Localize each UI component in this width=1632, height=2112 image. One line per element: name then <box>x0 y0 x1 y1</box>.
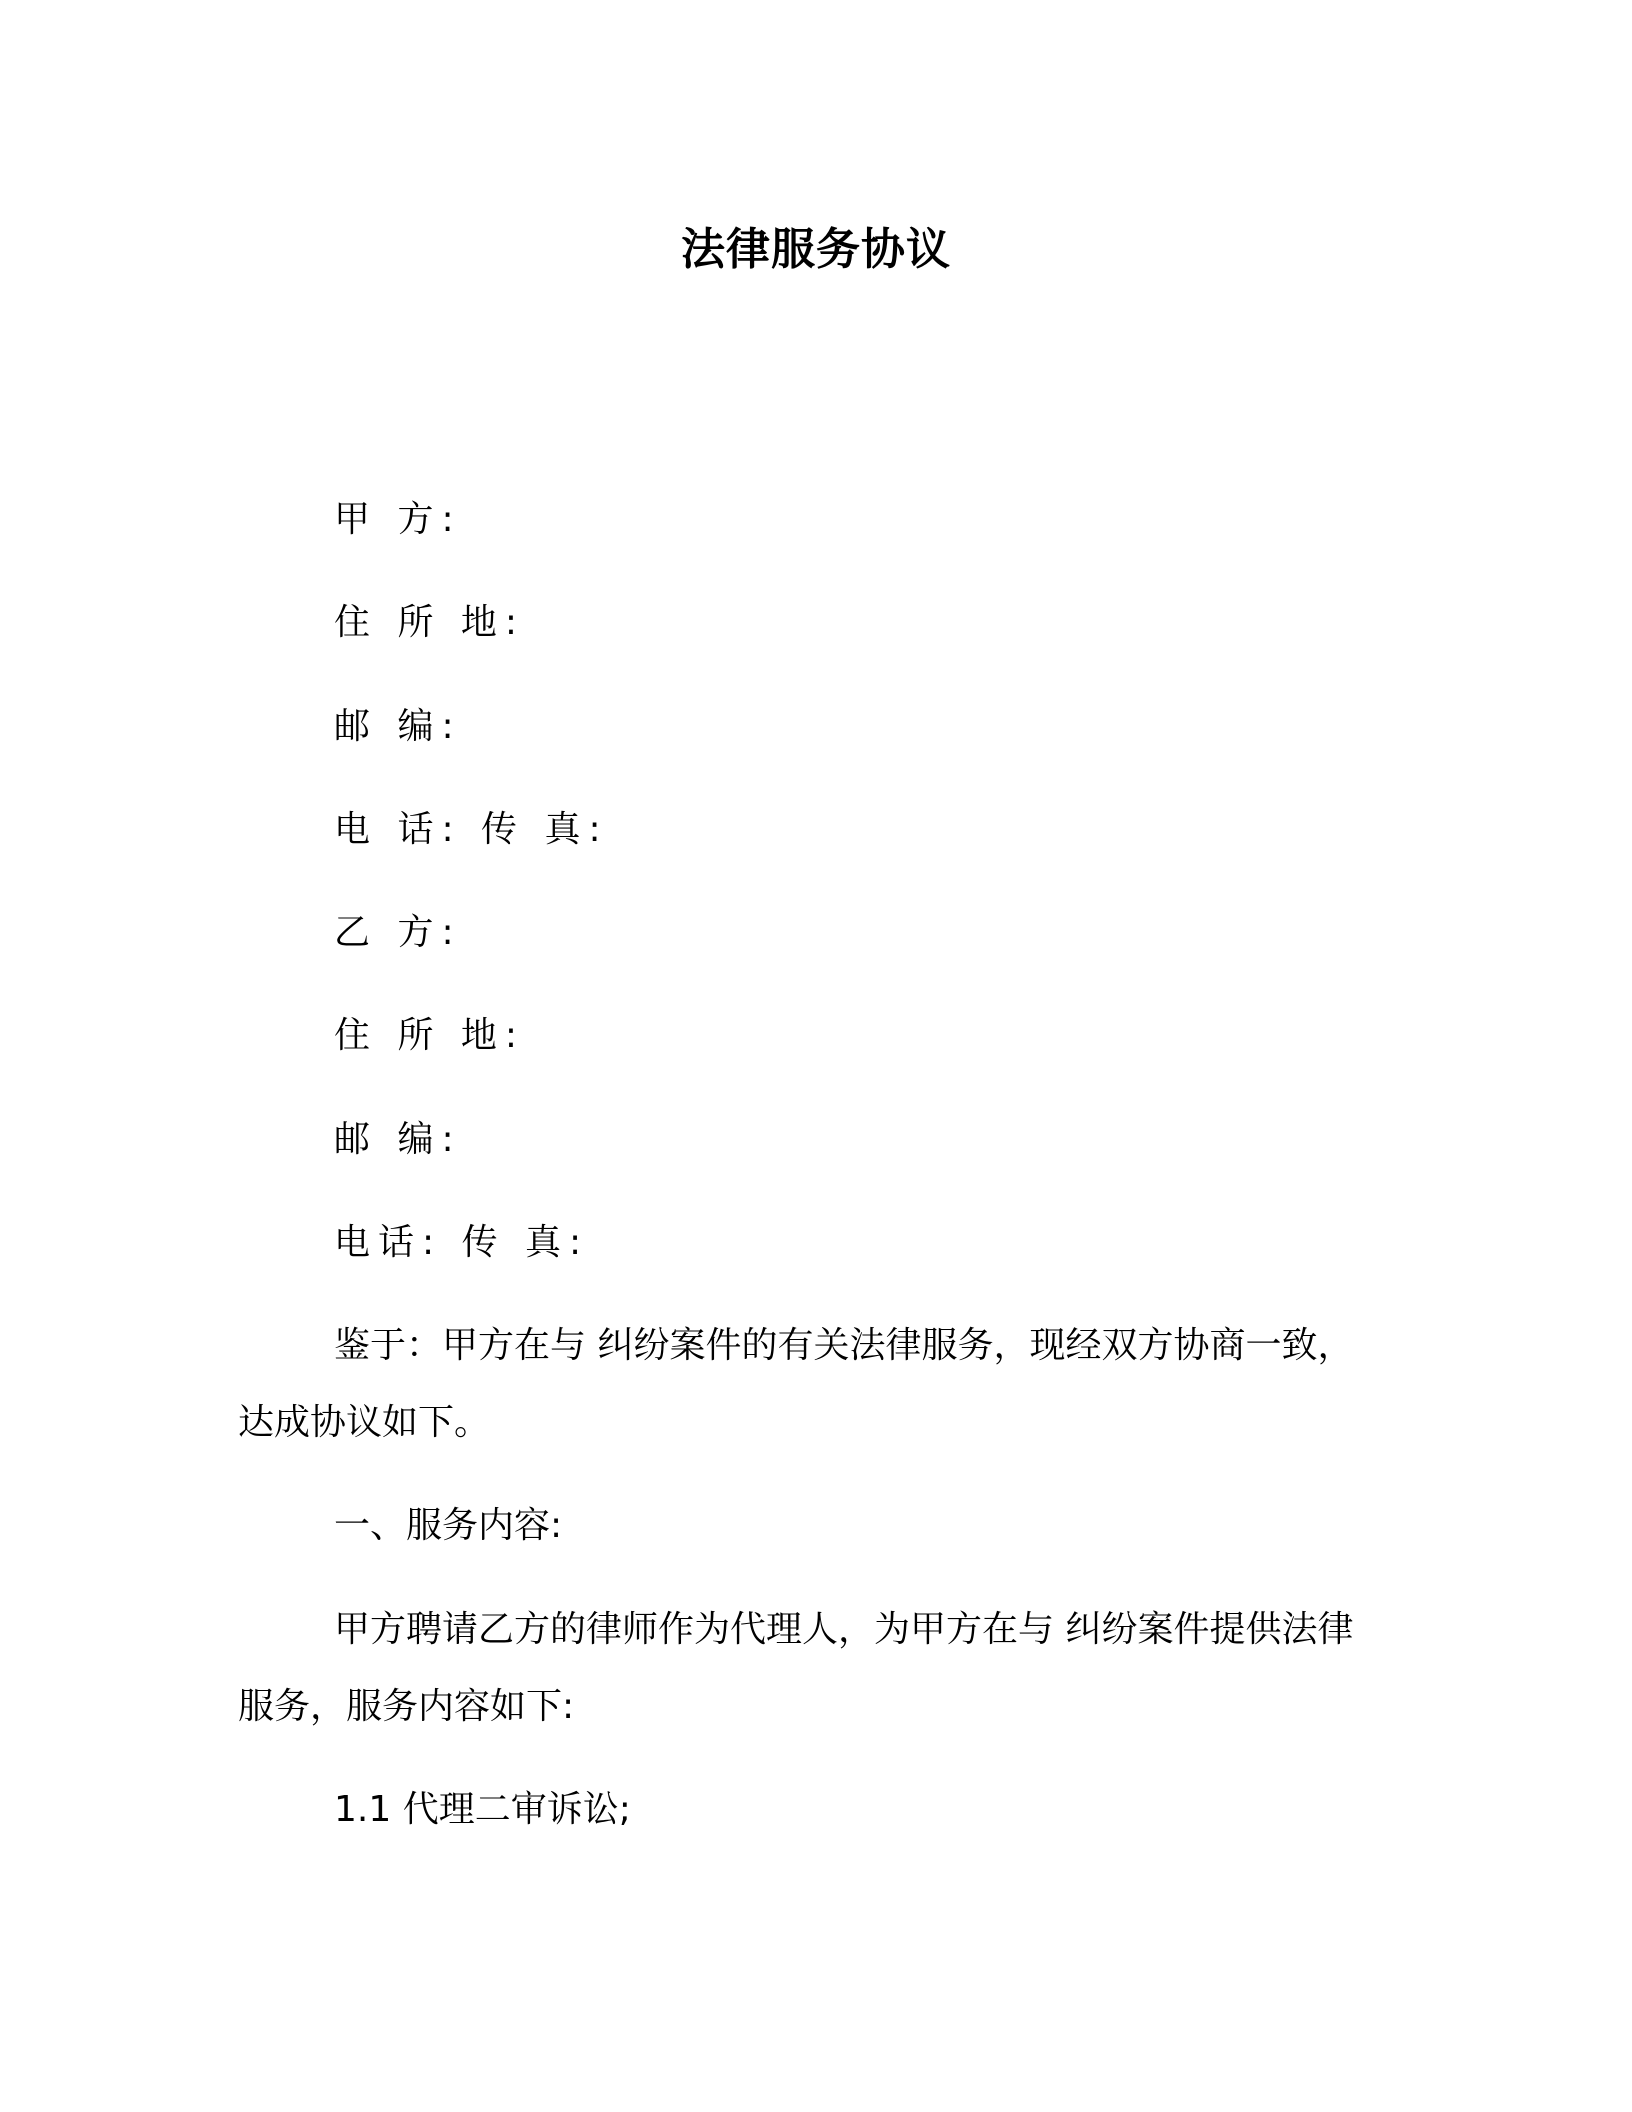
preamble-line-1: 鉴于：甲方在与 纠纷案件的有关法律服务，现经双方协商一致， <box>334 1325 1354 1366</box>
document-title: 法律服务协议 <box>681 224 951 275</box>
party-a-phone-fax-label: 电 话: 传 真: <box>334 809 609 850</box>
party-b-phone-fax-label: 电话: 传 真: <box>334 1222 590 1263</box>
section-heading: 一、服务内容: <box>334 1505 563 1546</box>
party-b-postcode-label: 邮 编: <box>334 1119 462 1160</box>
preamble-line-2: 达成协议如下。 <box>238 1402 491 1443</box>
party-a-name-label: 甲 方: <box>334 499 462 540</box>
party-b-name-label: 乙 方: <box>334 912 462 953</box>
section-paragraph-line-1: 甲方聘请乙方的律师作为代理人，为甲方在与 纠纷案件提供法律 <box>334 1609 1354 1650</box>
party-b-address-label: 住 所 地: <box>334 1015 526 1056</box>
service-item-1: 1.1 代理二审诉讼; <box>334 1789 631 1830</box>
section-paragraph-line-2: 服务，服务内容如下: <box>238 1686 575 1727</box>
party-a-address-label: 住 所 地: <box>334 602 526 643</box>
party-a-postcode-label: 邮 编: <box>334 706 462 747</box>
